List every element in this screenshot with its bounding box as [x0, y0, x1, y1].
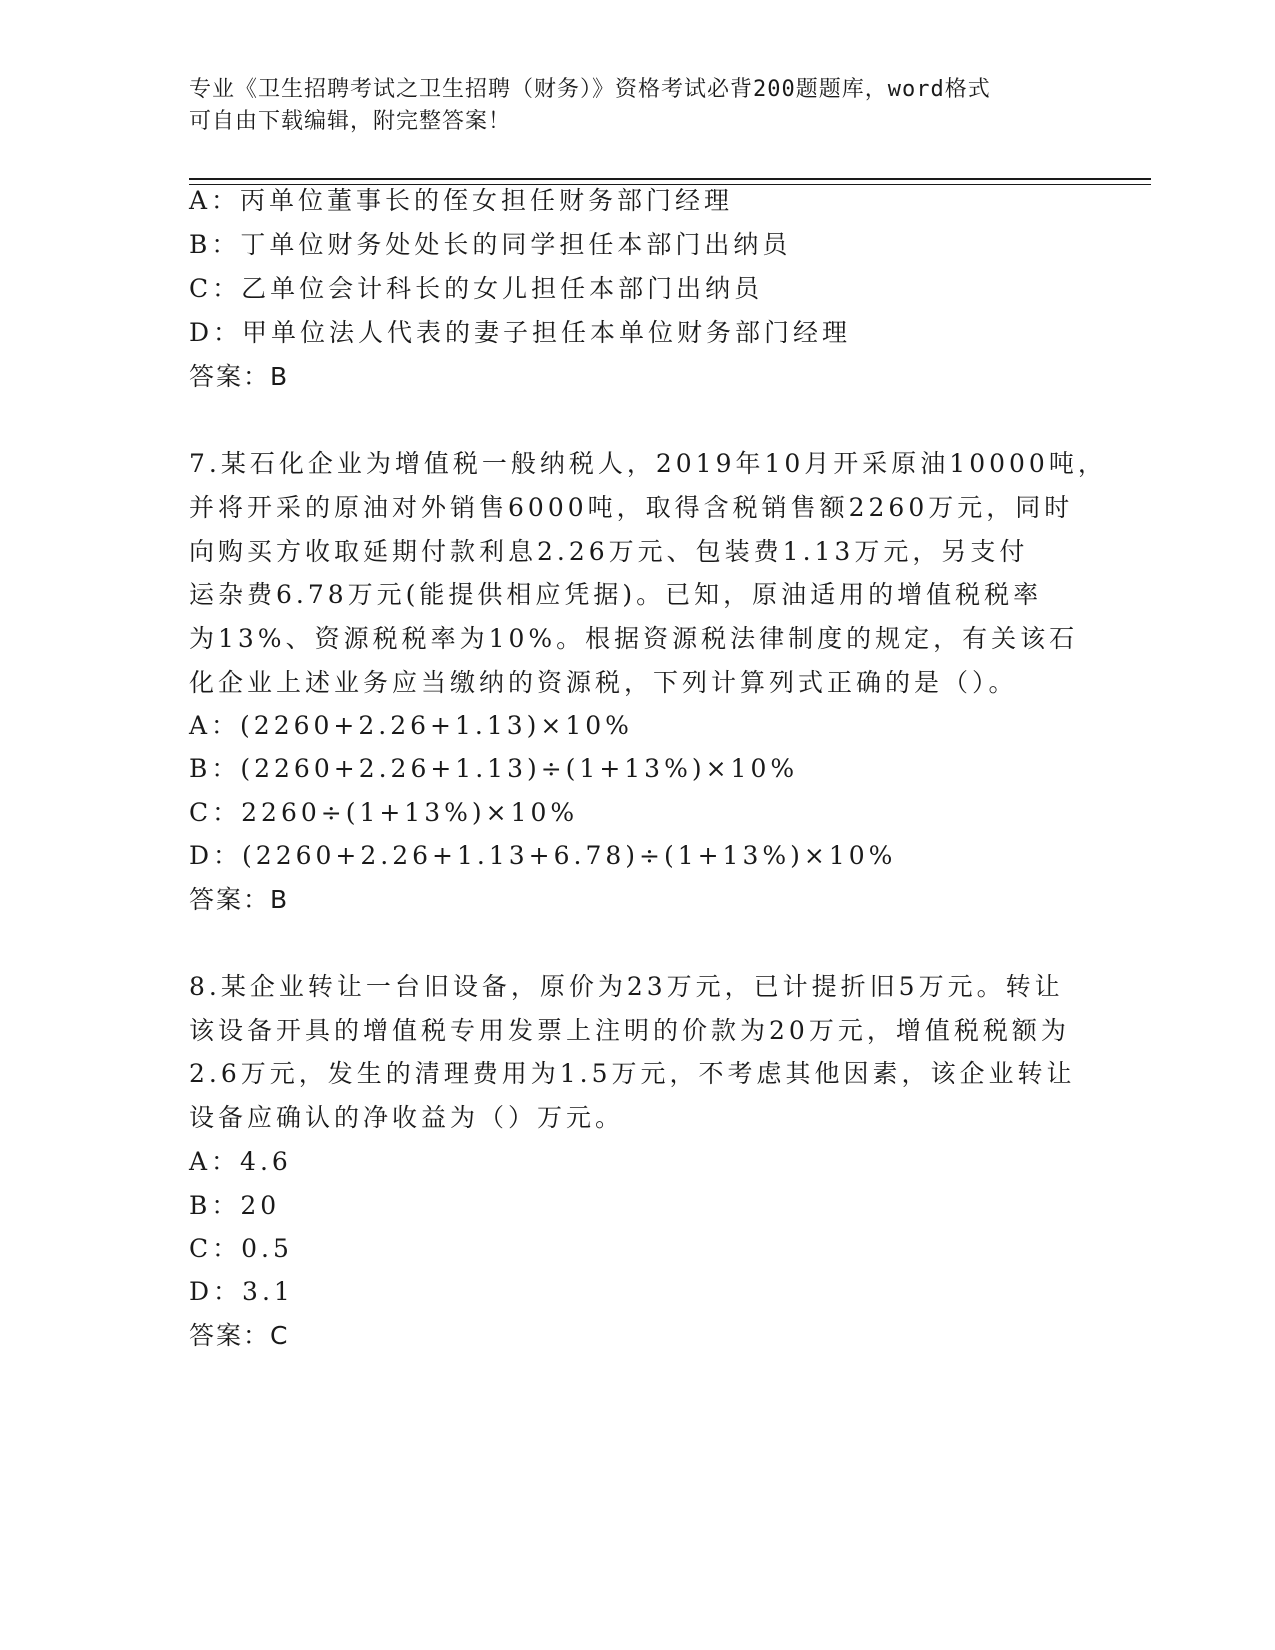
q7-stem-line-4: 运杂费6.78万元(能提供相应凭据)。已知，原油适用的增值税税率 [189, 580, 1043, 609]
document-header [189, 74, 1089, 138]
q7-stem-line-3: 向购买方收取延期付款利息2.26万元、包装费1.13万元，另支付 [189, 537, 1029, 566]
q7-stem-line-1: 7.某石化企业为增值税一般纳税人，2019年10月开采原油10000吨， [189, 449, 1107, 478]
q8-stem-line-2: 该设备开具的增值税专用发票上注明的价款为20万元，增值税税额为 [189, 1016, 1070, 1045]
header-line-1: 专业《卫生招聘考试之卫生招聘（财务）》资格考试必背200题题库，word格式 [189, 77, 991, 102]
q7-stem-line-2: 并将开采的原油对外销售6000吨，取得含税销售额2260万元，同时 [189, 493, 1074, 522]
q8-option-a: A：4.6 [189, 1147, 292, 1176]
q6-answer: 答案：B [189, 362, 290, 391]
q8-stem-line-4: 设备应确认的净收益为（）万元。 [189, 1103, 625, 1132]
q7-option-d: D：(2260+2.26+1.13+6.78)÷(1+13%)×10% [189, 841, 897, 870]
q7-stem-line-6: 化企业上述业务应当缴纳的资源税，下列计算列式正确的是（）。 [189, 668, 1018, 697]
q7-option-c: C：2260÷(1+13%)×10% [189, 798, 579, 827]
q8-answer: 答案：C [189, 1321, 290, 1350]
q6-option-c: C：乙单位会计科长的女儿担任本部门出纳员 [189, 274, 764, 303]
q6-option-a: A：丙单位董事长的侄女担任财务部门经理 [189, 186, 734, 215]
q8-option-b: B：20 [189, 1191, 281, 1220]
header-divider-thin [189, 184, 1151, 185]
q6-option-b: B：丁单位财务处处长的同学担任本部门出纳员 [189, 230, 792, 259]
header-line-2: 可自由下载编辑，附完整答案！ [189, 109, 512, 134]
q7-option-a: A：(2260+2.26+1.13)×10% [189, 711, 633, 740]
q8-stem-line-3: 2.6万元，发生的清理费用为1.5万元，不考虑其他因素，该企业转让 [189, 1059, 1076, 1088]
q7-option-b: B：(2260+2.26+1.13)÷(1+13%)×10% [189, 754, 799, 783]
q7-answer: 答案：B [189, 885, 290, 914]
q6-option-d: D：甲单位法人代表的妻子担任本单位财务部门经理 [189, 318, 852, 347]
q8-option-c: C：0.5 [189, 1234, 293, 1263]
q8-option-d: D：3.1 [189, 1277, 294, 1306]
q7-stem-line-5: 为13%、资源税税率为10%。根据资源税法律制度的规定，有关该石 [189, 624, 1079, 653]
q8-stem-line-1: 8.某企业转让一台旧设备，原价为23万元，已计提折旧5万元。转让 [189, 972, 1064, 1001]
header-divider-thick [189, 178, 1151, 180]
